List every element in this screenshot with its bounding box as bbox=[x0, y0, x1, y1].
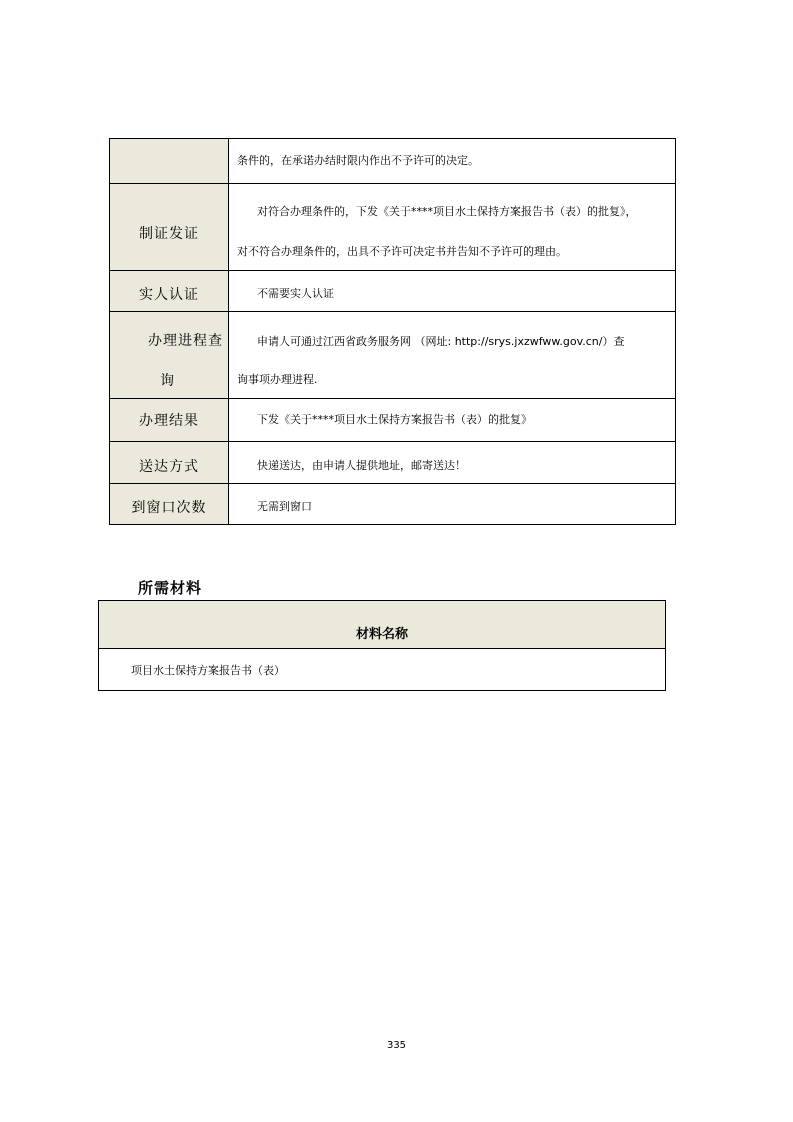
table-row bbox=[99, 649, 666, 691]
result-text: 下发《关于****项目水土保持方案报告书（表）的批复》 bbox=[257, 413, 532, 426]
identity-text: 不需要实人认证 bbox=[257, 287, 334, 300]
identity-label: 实人认证 bbox=[139, 287, 199, 303]
progress-label-line1: 办理进程查 bbox=[148, 333, 223, 349]
row-value-certify bbox=[229, 184, 676, 271]
delivery-label: 送达方式 bbox=[139, 458, 199, 475]
commitment-text: 条件的，在承诺办结时限内作出不予许可的决定。 bbox=[237, 154, 479, 167]
row-value-progress bbox=[229, 312, 676, 399]
row-label-certify bbox=[110, 184, 229, 271]
row-label-delivery bbox=[110, 442, 229, 484]
materials-table bbox=[98, 600, 666, 691]
delivery-text: 快递送达，由申请人提供地址，邮寄送达！ bbox=[257, 458, 466, 472]
row-value-result bbox=[229, 399, 676, 442]
certify-text-line2: 对不符合办理条件的，出具不予许可决定书并告知不予许可的理由。 bbox=[237, 245, 567, 258]
row-value-identity bbox=[229, 271, 676, 312]
progress-text-line1: 申请人可通过江西省政务服务网 （网址: http://srys.jxzwfww.gov.cn/）查 bbox=[257, 335, 625, 348]
table-row bbox=[110, 312, 676, 399]
progress-text-line2: 询事项办理进程. bbox=[237, 373, 318, 386]
certify-text-line1: 对符合办理条件的，下发《关于****项目水土保持方案报告书（表）的批复》， bbox=[257, 205, 637, 218]
row-label-visits bbox=[110, 484, 229, 525]
page-number: 335 bbox=[386, 1040, 407, 1051]
table-row bbox=[110, 184, 676, 271]
visits-label: 到窗口次数 bbox=[131, 500, 207, 516]
row-value-commitment bbox=[229, 139, 676, 184]
table-row bbox=[110, 271, 676, 312]
row-label-identity bbox=[110, 271, 229, 312]
row-value-delivery bbox=[229, 442, 676, 484]
table-row bbox=[110, 484, 676, 525]
visits-text: 无需到窗口 bbox=[257, 500, 312, 513]
row-label-progress bbox=[110, 312, 229, 399]
row-label-result: 办理结果 bbox=[110, 399, 229, 442]
process-info-table bbox=[109, 138, 676, 525]
material-item: 项目水土保持方案报告书（表） bbox=[99, 649, 666, 691]
table-row bbox=[110, 399, 676, 442]
row-value-visits bbox=[229, 484, 676, 525]
row-label-empty bbox=[110, 139, 229, 184]
certify-label: 制证发证 bbox=[139, 226, 199, 242]
table-row bbox=[110, 442, 676, 484]
progress-label-line2: 询 bbox=[160, 373, 175, 389]
table-row bbox=[110, 139, 676, 184]
materials-section-title: 所需材料 bbox=[138, 579, 203, 597]
materials-column-header: 材料名称 bbox=[99, 601, 666, 649]
table-header-row bbox=[99, 601, 666, 649]
